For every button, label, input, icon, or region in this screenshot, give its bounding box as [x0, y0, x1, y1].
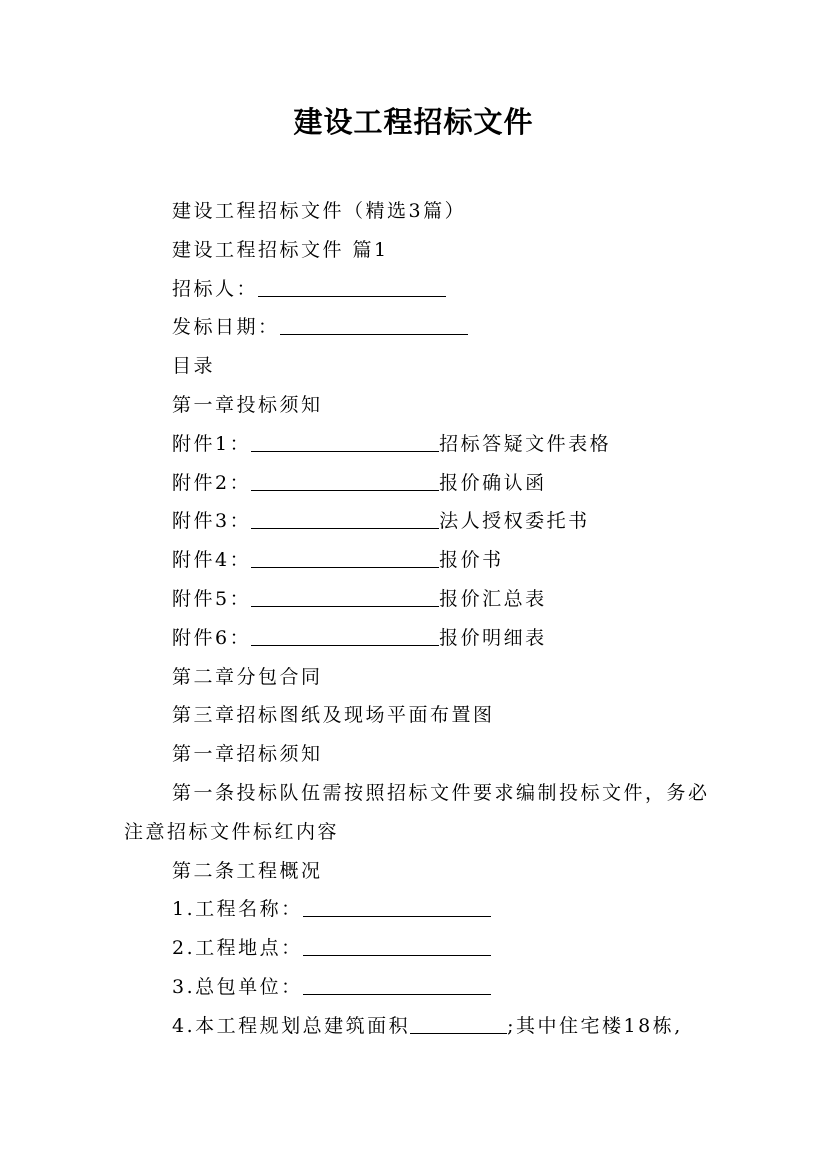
annex-label: 附件3： [172, 510, 252, 533]
project-item-line [124, 968, 724, 1007]
annex-line [124, 464, 724, 503]
document-body [124, 192, 724, 1046]
area-blank [410, 1015, 507, 1034]
annex-line [124, 580, 724, 619]
annex-title: 报价确认函 [439, 471, 547, 494]
project-item-label: 3.总包单位： [172, 975, 303, 998]
project-item-line [124, 890, 724, 929]
subtitle-line: 建设工程招标文件（精选3篇） [172, 200, 467, 222]
annex-blank [251, 433, 439, 452]
document-title: 建设工程招标文件 [293, 105, 534, 139]
annex-title: 报价汇总表 [439, 587, 547, 610]
annex-title: 招标答疑文件表格 [439, 432, 612, 455]
area-suffix: ;其中住宅楼18栋, [507, 1014, 683, 1037]
annex-title: 报价书 [439, 549, 504, 572]
issue-date-label: 发标日期： [172, 316, 280, 339]
issue-date-blank [280, 316, 468, 335]
article-2-heading: 第二条工程概况 [172, 859, 323, 882]
chapter-2-heading: 第二章分包合同 [172, 665, 323, 688]
annex-title: 法人授权委托书 [439, 510, 590, 533]
annex-blank [251, 627, 439, 646]
annex-line [124, 502, 724, 541]
annex-line [124, 425, 724, 464]
annex-title: 报价明细表 [439, 626, 547, 649]
project-item-line [124, 929, 724, 968]
project-item-label: 1.工程名称： [172, 898, 303, 921]
toc-heading: 目录 [172, 355, 216, 378]
annex-blank [251, 510, 439, 529]
project-item-blank [303, 937, 491, 956]
area-line [124, 1007, 724, 1046]
chapter-1-heading: 第一章招标须知 [172, 743, 323, 766]
article-1-paragraph: 第一条投标队伍需按照招标文件要求编制投标文件，务必注意招标文件标红内容 [124, 781, 710, 843]
tenderer-line [124, 270, 724, 309]
annex-line [124, 619, 724, 658]
annex-label: 附件1： [172, 432, 252, 455]
annex-line [124, 541, 724, 580]
part-heading: 建设工程招标文件 篇1 [172, 238, 389, 261]
annex-label: 附件5： [172, 587, 252, 610]
project-item-blank [303, 976, 491, 995]
annex-label: 附件2： [172, 471, 252, 494]
annex-label: 附件6： [172, 626, 252, 649]
project-item-blank [303, 898, 491, 917]
annex-label: 附件4： [172, 549, 252, 572]
area-prefix: 4.本工程规划总建筑面积 [172, 1014, 411, 1037]
annex-blank [251, 472, 439, 491]
toc-chapter-1: 第一章投标须知 [172, 393, 323, 416]
issue-date-line [124, 308, 724, 347]
chapter-3-heading: 第三章招标图纸及现场平面布置图 [172, 704, 495, 727]
annex-blank [251, 549, 439, 568]
annex-blank [251, 588, 439, 607]
tenderer-blank [258, 278, 446, 297]
project-item-label: 2.工程地点： [172, 937, 303, 960]
tenderer-label: 招标人： [172, 277, 259, 300]
